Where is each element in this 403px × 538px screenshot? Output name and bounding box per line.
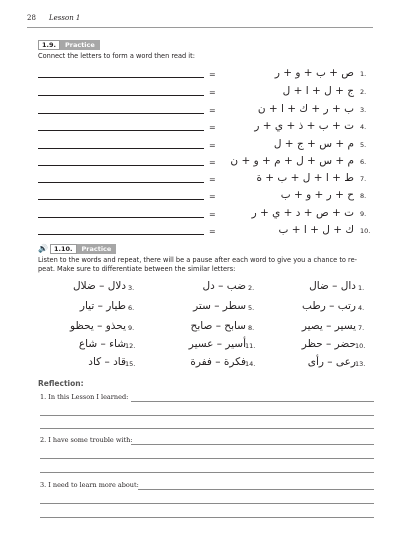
reflection-question-2: 2. I have some trouble with: bbox=[40, 436, 133, 444]
letters-expression: ت + ص + د + ي + ر bbox=[251, 207, 354, 219]
word-pair[interactable] bbox=[146, 281, 260, 293]
letters-expression: ح + ر + و + ب bbox=[280, 189, 354, 201]
practice-2-instruction-line1: Listen to the words and repeat, there will be a pause after each word to give you a chance to re- bbox=[38, 256, 358, 264]
item-number: 2. bbox=[360, 88, 367, 96]
pair-number: 2. bbox=[248, 284, 255, 292]
equals-sign: = bbox=[209, 158, 216, 167]
word-pair-text: شاء – شاع bbox=[78, 338, 126, 350]
equals-sign: = bbox=[209, 175, 216, 184]
letters-expression: ت + ب + ذ + ي + ر bbox=[254, 120, 354, 132]
item-number: 1. bbox=[360, 70, 367, 78]
word-pair[interactable] bbox=[26, 301, 140, 313]
item-number: 6. bbox=[360, 158, 367, 166]
practice-2-tag bbox=[50, 244, 116, 254]
equals-sign: = bbox=[209, 192, 216, 201]
letters-expression: م + س + ل + م + و + ن bbox=[230, 155, 354, 167]
pair-number: 6. bbox=[128, 304, 135, 312]
reflection-heading: Reflection: bbox=[38, 379, 84, 388]
answer-line[interactable] bbox=[40, 458, 374, 459]
word-pair[interactable] bbox=[26, 281, 140, 293]
item-number: 10. bbox=[360, 227, 371, 235]
equals-sign: = bbox=[209, 70, 216, 79]
answer-blank[interactable] bbox=[38, 234, 204, 235]
letters-expression: ط + ا + ل + ب + ة bbox=[256, 172, 354, 184]
exercise-row bbox=[38, 122, 374, 135]
pair-number: 14. bbox=[245, 360, 256, 368]
exercise-row bbox=[38, 69, 374, 82]
exercise-row bbox=[38, 209, 374, 222]
answer-blank[interactable] bbox=[38, 113, 204, 114]
answer-blank[interactable] bbox=[38, 77, 204, 78]
exercise-row bbox=[38, 157, 374, 170]
practice-1-tag bbox=[38, 40, 100, 50]
practice-1-number: 1.9. bbox=[38, 40, 60, 50]
word-pair-text: سطر – ستر bbox=[193, 300, 246, 312]
exercise-row bbox=[38, 140, 374, 153]
letters-expression: ك + ل + ا + ب bbox=[278, 224, 354, 236]
pair-number: 5. bbox=[248, 304, 255, 312]
word-pair-text: رعى – رأى bbox=[307, 356, 356, 368]
speaker-icon[interactable]: 🔊 bbox=[38, 244, 48, 253]
answer-blank[interactable] bbox=[38, 148, 204, 149]
lesson-title: Lesson 1 bbox=[49, 14, 81, 22]
answer-blank[interactable] bbox=[38, 165, 204, 166]
word-pair-text: قاد – كاد bbox=[88, 356, 126, 368]
word-pair[interactable] bbox=[146, 301, 260, 313]
pair-number: 1. bbox=[358, 284, 365, 292]
word-pair-text: دلال – ضلال bbox=[72, 280, 126, 292]
answer-line[interactable] bbox=[40, 517, 374, 518]
item-number: 4. bbox=[360, 123, 367, 131]
answer-blank[interactable] bbox=[38, 130, 204, 131]
word-pair-text: أسير – عسير bbox=[188, 338, 246, 350]
answer-line[interactable] bbox=[131, 444, 374, 445]
pair-number: 15. bbox=[125, 360, 136, 368]
answer-blank[interactable] bbox=[38, 217, 204, 218]
equals-sign: = bbox=[209, 123, 216, 132]
page-header bbox=[27, 14, 373, 28]
word-pair[interactable] bbox=[26, 357, 140, 369]
word-pair-text: يسير – يصير bbox=[301, 320, 356, 332]
word-pair-text: رتب – رطب bbox=[302, 300, 356, 312]
answer-blank[interactable] bbox=[38, 182, 204, 183]
pair-number: 13. bbox=[355, 360, 366, 368]
item-number: 3. bbox=[360, 106, 367, 114]
word-pair[interactable] bbox=[256, 301, 370, 313]
word-pair-text: طيار – تيار bbox=[79, 300, 126, 312]
pair-number: 3. bbox=[128, 284, 135, 292]
letters-expression: ص + ب + و + ر bbox=[274, 67, 354, 79]
pair-number: 7. bbox=[358, 324, 365, 332]
word-pair[interactable] bbox=[26, 339, 140, 351]
letters-expression: ب + ر + ك + ا + ن bbox=[257, 103, 354, 115]
pair-number: 4. bbox=[358, 304, 365, 312]
pair-number: 9. bbox=[128, 324, 135, 332]
letters-expression: ج + ل + ا + ل bbox=[282, 85, 354, 97]
item-number: 5. bbox=[360, 141, 367, 149]
answer-line[interactable] bbox=[40, 472, 374, 473]
word-pair[interactable] bbox=[146, 321, 260, 333]
equals-sign: = bbox=[209, 227, 216, 236]
word-pair[interactable] bbox=[26, 321, 140, 333]
practice-2-title: Practice bbox=[77, 244, 117, 254]
letters-expression: م + س + ج + ل bbox=[273, 138, 354, 150]
answer-blank[interactable] bbox=[38, 95, 204, 96]
answer-blank[interactable] bbox=[38, 199, 204, 200]
pair-number: 8. bbox=[248, 324, 255, 332]
word-pair[interactable] bbox=[256, 321, 370, 333]
item-number: 9. bbox=[360, 210, 367, 218]
word-pair-text: حضر – حظر bbox=[301, 338, 356, 350]
reflection-question-1: 1. In this Lesson I learned: bbox=[40, 393, 129, 401]
equals-sign: = bbox=[209, 106, 216, 115]
page-number: 28 bbox=[27, 14, 36, 22]
pair-number: 10. bbox=[355, 342, 366, 350]
item-number: 7. bbox=[360, 175, 367, 183]
equals-sign: = bbox=[209, 210, 216, 219]
exercise-row bbox=[38, 226, 374, 239]
pair-number: 11. bbox=[245, 342, 256, 350]
word-pair[interactable] bbox=[256, 339, 370, 351]
practice-1-instruction: Connect the letters to form a word then read it: bbox=[38, 52, 195, 60]
answer-line[interactable] bbox=[40, 503, 374, 504]
pair-number: 12. bbox=[125, 342, 136, 350]
answer-line[interactable] bbox=[40, 415, 374, 416]
word-pair-text: سابح – صابح bbox=[190, 320, 246, 332]
word-pair-text: دال – ضال bbox=[309, 280, 356, 292]
practice-1-title: Practice bbox=[60, 40, 100, 50]
equals-sign: = bbox=[209, 141, 216, 150]
word-pair-text: فكرة – ففرة bbox=[190, 356, 246, 368]
header-divider bbox=[27, 27, 373, 28]
word-pair-text: يحذو – يحظو bbox=[70, 320, 126, 332]
exercise-row bbox=[38, 191, 374, 204]
word-pair[interactable] bbox=[256, 357, 370, 369]
word-pair-text: ضب – دل bbox=[202, 280, 246, 292]
reflection-question-3: 3. I need to learn more about: bbox=[40, 481, 139, 489]
exercise-row bbox=[38, 87, 374, 100]
word-pair[interactable] bbox=[146, 357, 260, 369]
answer-line[interactable] bbox=[131, 401, 374, 402]
item-number: 8. bbox=[360, 192, 367, 200]
practice-2-instruction-line2: peat. Make sure to differentiate between the similar letters: bbox=[38, 265, 236, 273]
answer-line[interactable] bbox=[40, 428, 374, 429]
word-pair[interactable] bbox=[146, 339, 260, 351]
exercise-row bbox=[38, 174, 374, 187]
practice-2-number: 1.10. bbox=[50, 244, 77, 254]
answer-line[interactable] bbox=[138, 489, 374, 490]
exercise-row bbox=[38, 105, 374, 118]
equals-sign: = bbox=[209, 88, 216, 97]
word-pair[interactable] bbox=[256, 281, 370, 293]
